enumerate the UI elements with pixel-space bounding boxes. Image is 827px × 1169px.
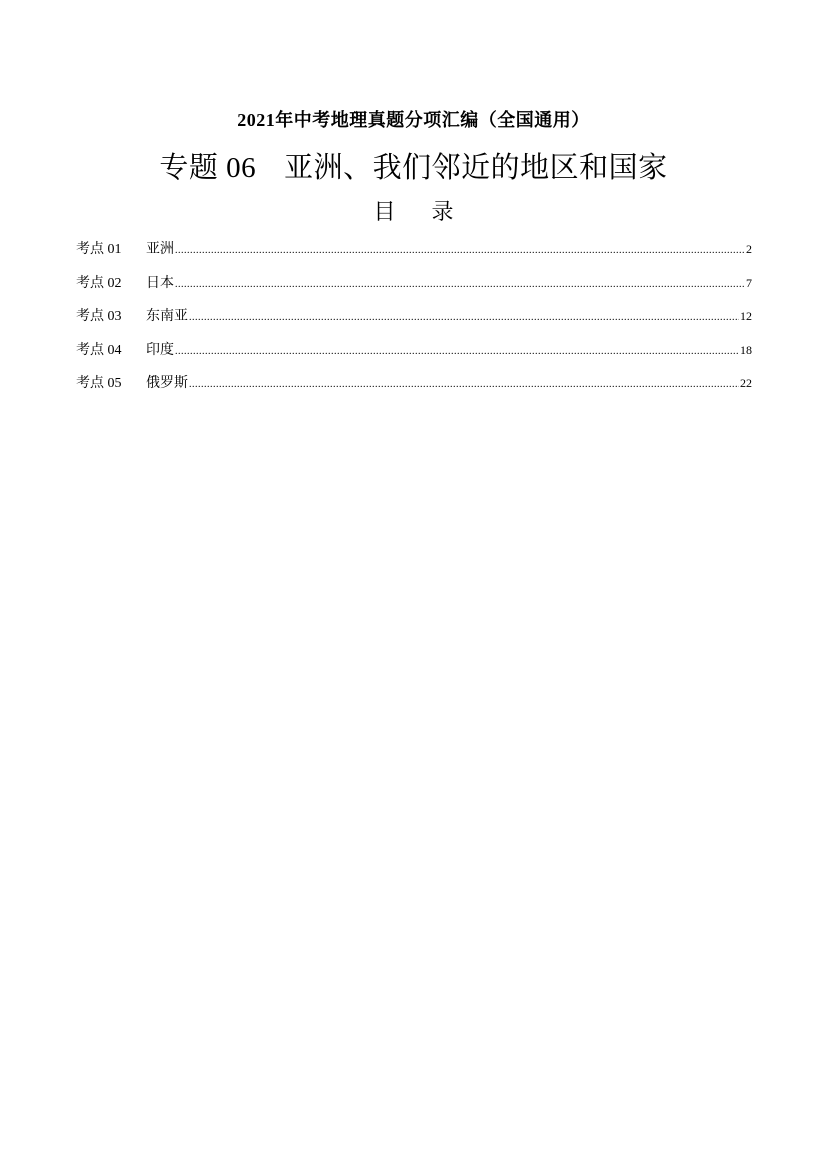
toc-entry-name: 俄罗斯 — [146, 376, 188, 391]
toc-entry-name: 亚洲 — [146, 242, 174, 257]
table-of-contents — [76, 238, 752, 406]
toc-heading: 目录 — [373, 199, 490, 224]
topic-name: 亚洲、我们邻近的地区和国家 — [284, 152, 668, 184]
toc-entry-code: 考点 02 — [76, 275, 122, 291]
toc-dot-leader — [189, 379, 739, 390]
toc-entry-page: 12 — [740, 309, 752, 323]
document-title: 2021年中考地理真题分项汇编（全国通用） — [237, 110, 590, 130]
toc-entry-page: 7 — [746, 275, 752, 290]
toc-entry-name: 东南亚 — [146, 309, 188, 324]
toc-entry[interactable] — [76, 272, 752, 306]
toc-entry-page: 2 — [746, 242, 752, 256]
toc-entry-page: 22 — [740, 376, 752, 390]
toc-entry-code: 考点 03 — [76, 309, 122, 324]
toc-entry-page: 18 — [740, 342, 752, 357]
toc-entry-name: 印度 — [146, 342, 174, 358]
toc-entry-code: 考点 01 — [76, 242, 122, 257]
topic-title — [0, 145, 827, 186]
toc-entry[interactable] — [76, 238, 752, 272]
toc-dot-leader — [189, 312, 739, 323]
toc-dot-leader — [175, 245, 745, 256]
topic-number: 专题 06 — [159, 152, 257, 184]
toc-entry-code: 考点 04 — [76, 342, 122, 358]
toc-entry[interactable] — [76, 305, 752, 339]
toc-entry[interactable] — [76, 339, 752, 373]
toc-dot-leader — [175, 346, 739, 357]
toc-entry-code: 考点 05 — [76, 376, 122, 391]
toc-dot-leader — [175, 279, 745, 290]
toc-entry[interactable] — [76, 372, 752, 406]
toc-entry-name: 日本 — [146, 275, 174, 291]
